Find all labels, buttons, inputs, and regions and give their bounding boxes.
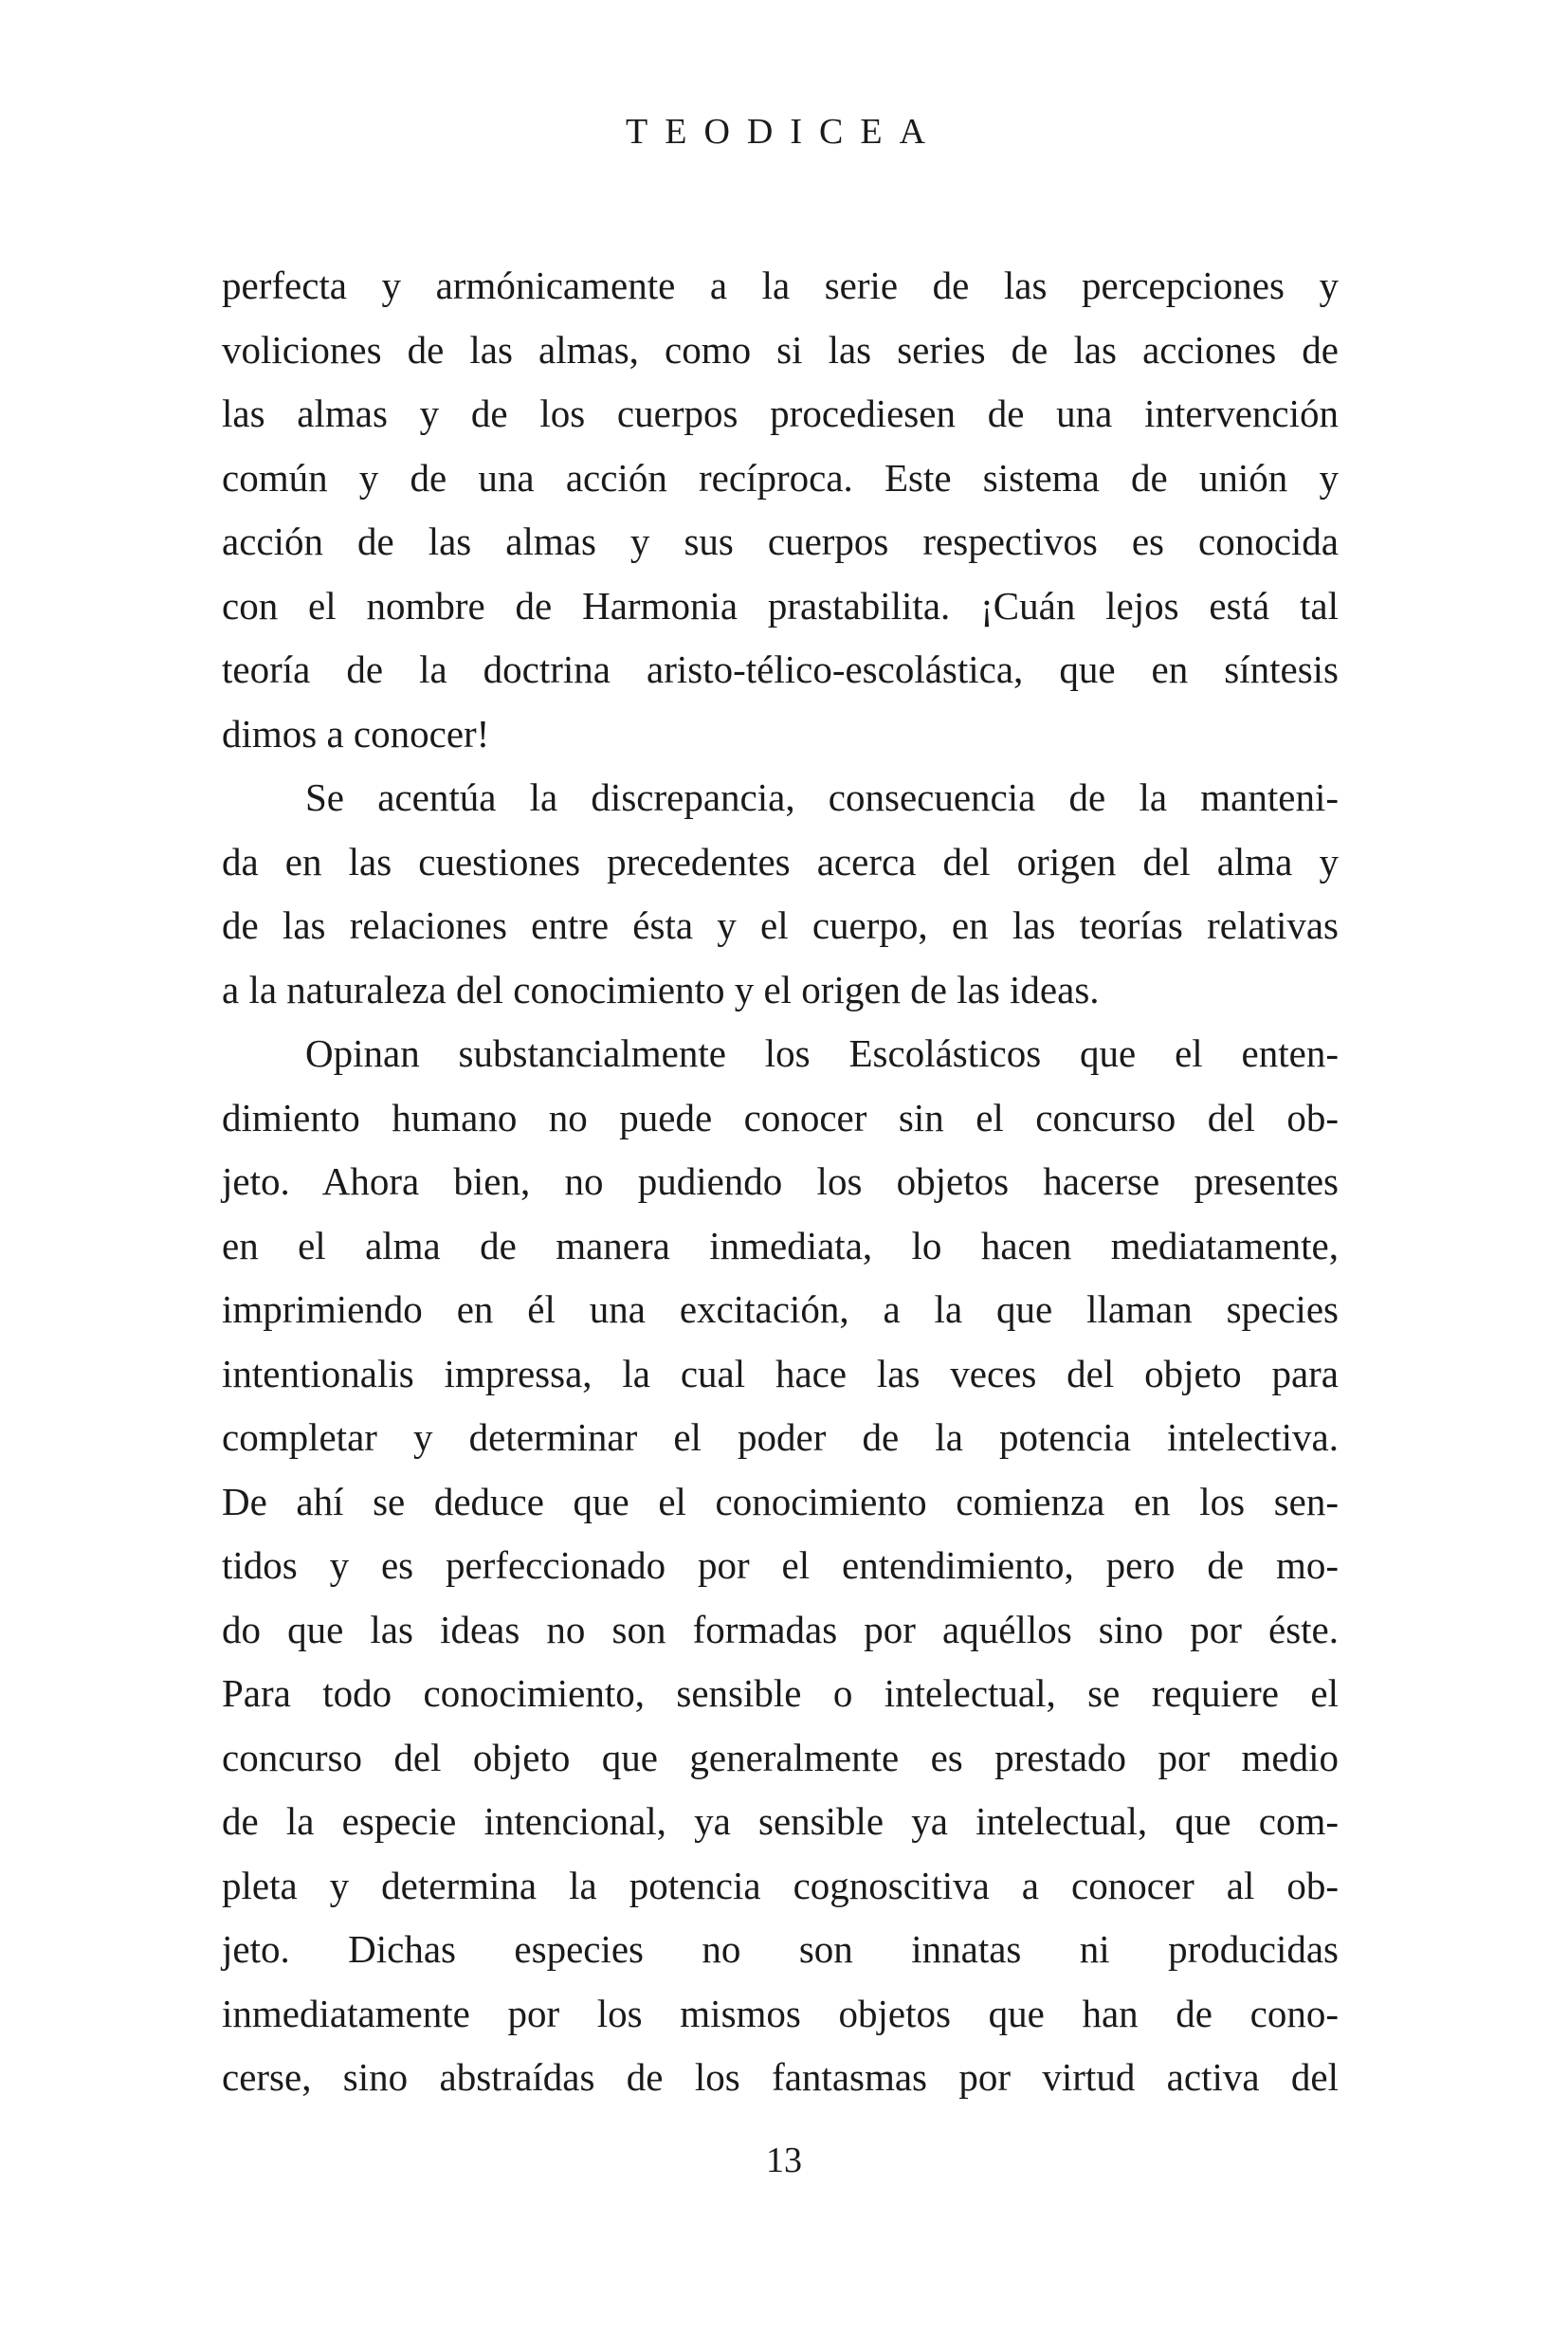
text-line: do que las ideas no son formadas por aquéllos sino por éste. (222, 1607, 1339, 1651)
text-line: común y de una acción recíproca. Este sistema de unión y (222, 455, 1339, 500)
text-line: intentionalis impressa, la cual hace las veces del objeto para (222, 1351, 1339, 1395)
text-line-paragraph-end: a la naturaleza del conocimiento y el origen de las ideas. (222, 967, 1100, 1011)
text-line: con el nombre de Harmonia prastabilita. ¡Cuán lejos está tal (222, 583, 1339, 628)
text-line: teoría de la doctrina aristo-télico-escolástica, que en síntesis (222, 647, 1339, 691)
text-line: De ahí se deduce que el conocimiento comienza en los sen- (222, 1479, 1339, 1523)
text-line: las almas y de los cuerpos procediesen de una intervención (222, 392, 1339, 435)
text-line: jeto. Dichas especies no son innatas ni producidas (222, 1927, 1339, 1971)
text-line: da en las cuestiones precedentes acerca del origen del alma y (222, 839, 1339, 884)
text-line: Para todo conocimiento, sensible o intelectual, se requiere el (222, 1671, 1339, 1715)
text-line-paragraph-end: dimos a conocer! (222, 711, 490, 756)
page-number: 13 (766, 2141, 802, 2180)
text-line: jeto. Ahora bien, no pudiendo los objetos hacerse presentes (222, 1159, 1339, 1203)
text-line: pleta y determina la potencia cognoscitiva a conocer al ob- (222, 1863, 1339, 1907)
text-line-paragraph-start: Opinan substancialmente los Escolásticos que el enten- (305, 1031, 1339, 1075)
text-line: imprimiendo en él una excitación, a la que llaman species (222, 1287, 1339, 1331)
text-line: en el alma de manera inmediata, lo hacen mediatamente, (222, 1223, 1339, 1267)
text-line-paragraph-start: Se acentúa la discrepancia, consecuencia de la manteni- (305, 775, 1339, 819)
text-line: perfecta y armónicamente a la serie de las percepciones y (222, 264, 1339, 307)
text-line: de las relaciones entre ésta y el cuerpo, en las teorías relativas (222, 903, 1339, 947)
text-line: concurso del objeto que generalmente es prestado por medio (222, 1735, 1339, 1779)
text-line: de la especie intencional, ya sensible ya intelectual, que com- (222, 1799, 1339, 1843)
text-line: tidos y es perfeccionado por el entendimiento, pero de mo- (222, 1543, 1339, 1587)
text-line: dimiento humano no puede conocer sin el concurso del ob- (222, 1095, 1339, 1139)
text-line: acción de las almas y sus cuerpos respectivos es conocida (222, 519, 1339, 563)
text-line: cerse, sino abstraídas de los fantasmas por virtud activa del (222, 2055, 1339, 2099)
text-line: inmediatamente por los mismos objetos que han de cono- (222, 1991, 1339, 2035)
running-head-title: TEODICEA (626, 112, 942, 152)
text-line: voliciones de las almas, como si las series de las acciones de (222, 327, 1339, 372)
body-text (222, 254, 1339, 2110)
text-line: completar y determinar el poder de la potencia intelectiva. (222, 1415, 1339, 1459)
